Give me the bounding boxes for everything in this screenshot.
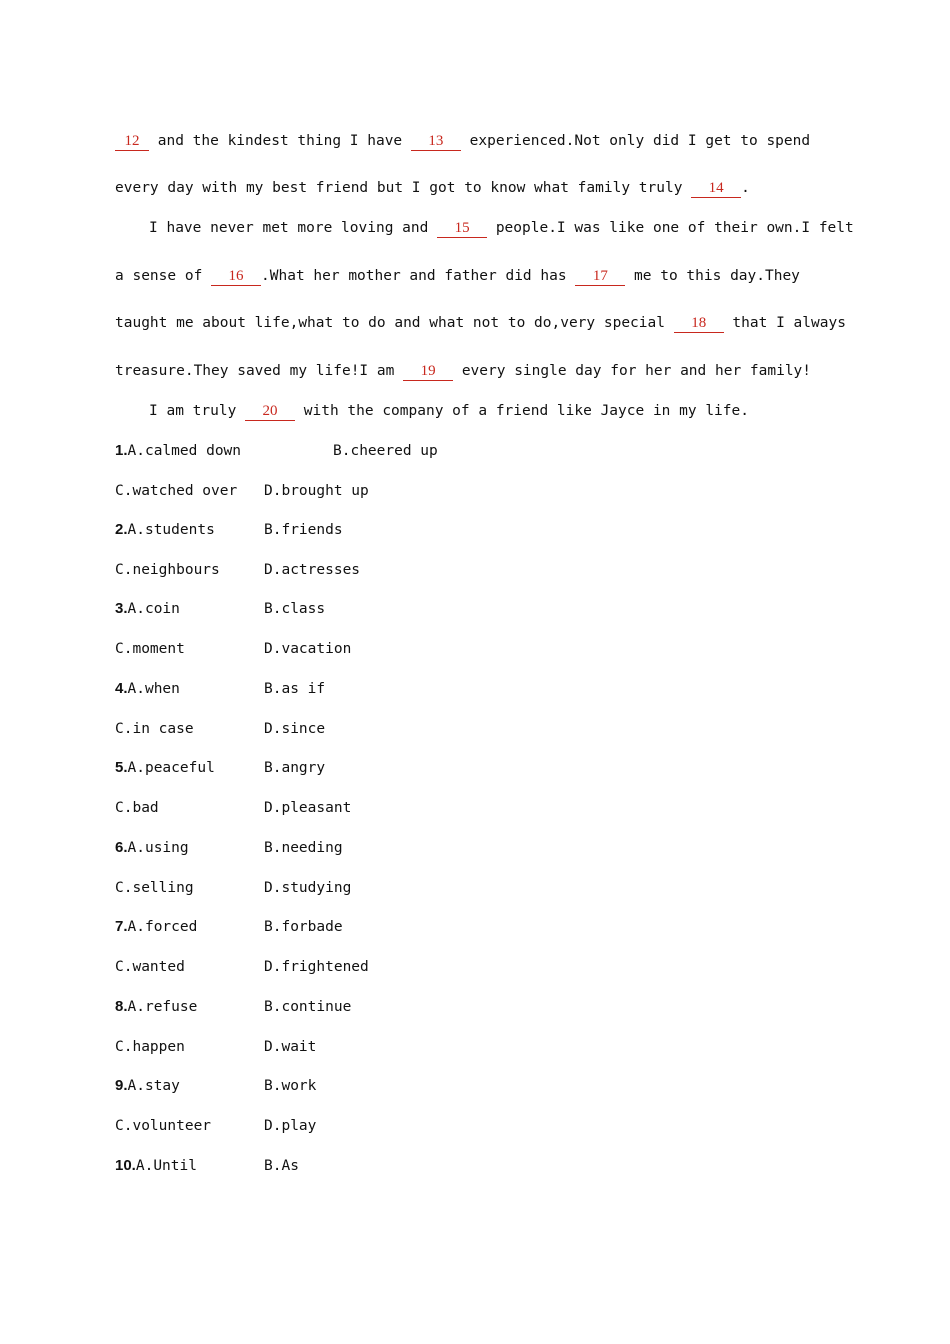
option-c: C.volunteer [115,1118,212,1134]
passage-text: treasure.They saved my life!I am [115,363,404,379]
question-number: 10. [115,1157,136,1174]
passage-text: every day with my best friend but I got to know what family truly [115,180,692,196]
question-3-row-ab [115,599,615,619]
question-number: 3. [115,600,128,617]
option-a: A.stay [127,1078,180,1094]
passage-text: me to this day.They [625,268,800,284]
option-a: A.students [127,522,215,538]
passage-text: with the company of a friend like Jayce in my life. [295,403,749,419]
option-d: D.brought up [264,483,369,499]
option-d: D.wait [264,1039,317,1055]
option-c: C.watched over [115,483,238,499]
blank-12: 12 [115,133,149,151]
question-number: 6. [115,839,128,856]
option-a: A.refuse [127,999,198,1015]
passage-text: every single day for her and her family! [453,363,812,379]
blank-16: 16 [211,268,261,286]
question-5-row-ab [115,758,615,778]
option-b: B.class [264,601,326,617]
blank-13: 13 [411,133,461,151]
option-d: D.vacation [264,641,352,657]
option-d: D.pleasant [264,800,352,816]
passage-line-6 [115,361,811,381]
option-d: D.since [264,721,326,737]
question-7-row-cd [115,957,615,977]
question-number: 4. [115,680,128,697]
option-b: B.angry [264,760,326,776]
passage-text: I am truly [149,403,246,419]
passage-text: . [741,180,750,196]
option-a: A.Until [135,1158,197,1174]
option-c: C.wanted [115,959,185,975]
option-a: A.coin [127,601,180,617]
passage-line-5 [115,313,846,333]
question-9-row-cd [115,1116,615,1136]
question-3-row-cd [115,639,615,659]
passage-line-2 [115,178,750,198]
question-8-row-ab [115,997,615,1017]
option-b: B.needing [264,840,343,856]
option-a: A.forced [127,919,198,935]
question-9-row-ab [115,1076,615,1096]
option-b: B.forbade [264,919,343,935]
option-d: D.studying [264,880,352,896]
passage-text: people.I was like one of their own.I felt [487,220,854,236]
question-1-row-cd [115,481,615,501]
question-6-row-ab [115,838,615,858]
passage-text: I have never met more loving and [149,220,438,236]
question-10-row-ab [115,1156,615,1176]
option-c: C.selling [115,880,194,896]
passage-line-1 [115,131,810,151]
option-c: C.happen [115,1039,185,1055]
option-b: B.continue [264,999,352,1015]
option-c: C.moment [115,641,185,657]
question-number: 8. [115,998,128,1015]
option-b: B.work [264,1078,317,1094]
option-a: A.calmed down [127,443,242,459]
option-d: D.play [264,1118,317,1134]
blank-14: 14 [691,180,741,198]
question-number: 2. [115,521,128,538]
passage-line-7 [149,401,749,421]
passage-text: taught me about life,what to do and what not to do,very special [115,315,674,331]
option-a: A.when [127,681,180,697]
option-b: B.as if [264,681,326,697]
question-number: 1. [115,442,128,459]
question-5-row-cd [115,798,615,818]
passage-line-4 [115,266,800,286]
passage-line-3 [149,218,854,238]
option-c: C.in case [115,721,194,737]
option-b: B.cheered up [333,443,438,459]
blank-17: 17 [575,268,625,286]
passage-text: .What her mother and father did has [261,268,576,284]
option-d: D.frightened [264,959,369,975]
question-number: 7. [115,918,128,935]
question-6-row-cd [115,878,615,898]
option-c: C.bad [115,800,159,816]
option-b: B.As [264,1158,299,1174]
passage-text: a sense of [115,268,212,284]
passage-text: and the kindest thing I have [149,133,411,149]
passage-text: that I always [723,315,846,331]
question-number: 9. [115,1077,128,1094]
question-2-row-ab [115,520,615,540]
question-2-row-cd [115,560,615,580]
blank-15: 15 [437,220,487,238]
option-a: A.peaceful [127,760,215,776]
option-d: D.actresses [264,562,361,578]
blank-20: 20 [245,403,295,421]
blank-18: 18 [674,315,724,333]
passage-text: experienced.Not only did I get to spend [460,133,811,149]
question-8-row-cd [115,1037,615,1057]
question-number: 5. [115,759,128,776]
blank-19: 19 [403,363,453,381]
question-7-row-ab [115,917,615,937]
question-4-row-ab [115,679,615,699]
option-c: C.neighbours [115,562,220,578]
option-b: B.friends [264,522,343,538]
question-4-row-cd [115,719,615,739]
option-a: A.using [127,840,189,856]
question-1-row-ab [115,441,615,461]
